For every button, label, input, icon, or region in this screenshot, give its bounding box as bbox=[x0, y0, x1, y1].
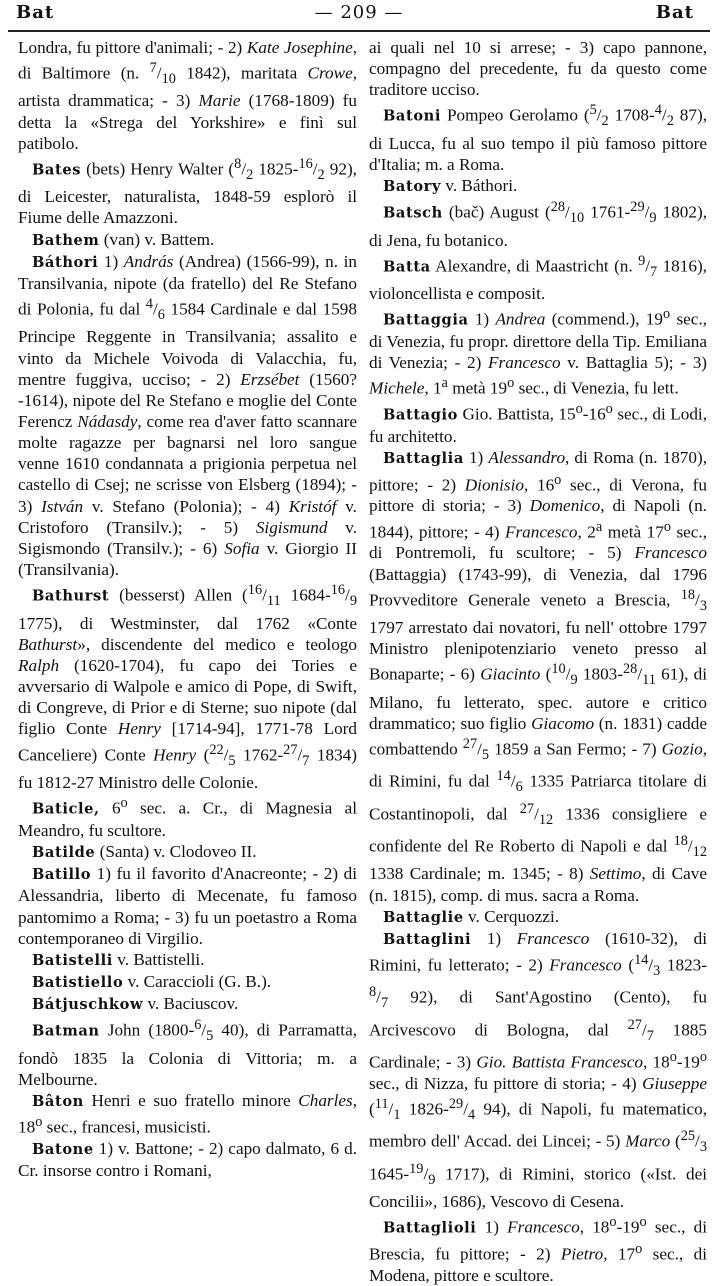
entry-headword: Batoni bbox=[383, 108, 442, 126]
running-head-left: Bat bbox=[16, 2, 55, 23]
dictionary-entry: Londra, fu pittore d'animali; - 2) Kate Josephine, di Baltimore (n. $^7/_{10}$ 1842), maritata Crowe, artista drammatica; - 3) Marie (1768-1809) fu detta la «Strega del Yorkshire» e finì sul patibolo. bbox=[18, 38, 358, 153]
page-number: — 209 — bbox=[314, 2, 404, 23]
dictionary-entry: Battagio Gio. Battista, 15$^o$-16$^o$ sec., di Lodi, fu architetto. bbox=[369, 401, 707, 447]
entry-headword: Battaglioli bbox=[383, 1219, 477, 1237]
dictionary-entry: Bathem (van) v. Battem. bbox=[32, 229, 215, 249]
dictionary-entry: Batory v. Báthori. bbox=[383, 176, 518, 196]
dictionary-entry: Bathurst (besserst) Allen ($^{16}/_{11}$ $1684-^{16}/_9$ 1775), di Westminster, dal 1762 «Conte Bathurst», discendente del medico e teologo Ralph (1620-1704), fu capo dei Tories e avversario di Walpole e amico di Pope, di Swift, di Congreve, di Prior e di Sterne; suo nipote (dal figlio Conte Henry [1714-94], 1771-78 Lord Canceliere) Conte Henry ($^{22}/_5$ $1762-^{27}/_7$ 1834) fu 1812-27 Ministro delle Colonie. bbox=[18, 582, 357, 792]
running-head-right: Bat bbox=[655, 2, 694, 23]
dictionary-entry: ai quali nel 10 si arrese; - 3) capo pannone, compagno del precedente, fu da questo come traditore ucciso. bbox=[369, 38, 707, 100]
dictionary-entry: Battaglini 1) Francesco (1610-32), di Rimini, fu letterato; - 2) Francesco ($^{14}/_3$ $1823-^8/_7$ 92), di Sant'Agostino (Cento), fu Arcivescovo di Bologna, dal $^{27}/_7$ 1885 Cardinale; - 3) Gio. Battista Francesco, 18$^o$-19$^o$ sec., di Nizza, fu pittore di storia; - 4) Giuseppe ($^{11}/_1$ $1826-^{29}/_4$ 94), di Napoli, fu matematico, membro dell' Accad. dei Lincei; - 5) Marco ($^{25}/_3$ $1645-^{19}/_9$ 1717), di Rimini, storico («Ist. dei Concilii», 1686), Vescovo di Cesena. bbox=[369, 928, 707, 1212]
dictionary-entry: Batistiello v. Caraccioli (G. B.). bbox=[32, 972, 272, 991]
entry-headword: Batillo bbox=[32, 866, 92, 884]
entry-headword: Batone bbox=[32, 1141, 94, 1158]
dictionary-entry: Bâton Henri e suo fratello minore Charles, 18$^o$ sec., francesi, musicisti. bbox=[18, 1090, 357, 1137]
entry-headword: Báthori bbox=[32, 253, 99, 271]
entry-headword: Bathem bbox=[32, 231, 100, 249]
dictionary-entry: Battaglioli 1) Francesco, 18$^o$-19$^o$ sec., di Brescia, fu pittore; - 2) Pietro, 17$^o$ sec., di Modena, pittore e scultore. bbox=[369, 1214, 707, 1285]
entry-headword: Batta bbox=[383, 258, 431, 276]
entry-headword: Bathurst bbox=[32, 588, 110, 605]
entry-headword: Batory bbox=[383, 178, 442, 196]
header-rule bbox=[8, 30, 710, 32]
dictionary-entry: Batistelli v. Battistelli. bbox=[32, 949, 205, 969]
dictionary-entry: Batillo 1) fu il favorito d'Anacreonte; - 2) di Alessandria, liberto di Mecenate, fu famoso pantomimo a Roma; - 3) fu un poetastro a Roma contemporaneo di Virgilio. bbox=[18, 864, 357, 948]
right-column bbox=[369, 37, 708, 1285]
entry-headword: Bâton bbox=[32, 1092, 84, 1110]
page-header bbox=[0, 0, 718, 34]
dictionary-entry: Battaggia 1) Andrea (commend.), 19$^o$ sec., di Venezia, fu propr. direttore della Tip. Emiliana di Venezia; - 2) Francesco v. Battaglia 5); - 3) Michele, 1$^a$ metà 19$^o$ sec., di Venezia, fu lett. bbox=[369, 306, 708, 399]
dictionary-entry: Battaglie v. Cerquozzi. bbox=[383, 906, 560, 926]
entry-headword: Battaglini bbox=[383, 930, 472, 948]
entry-headword: Battaglia bbox=[383, 450, 464, 468]
entry-headword: Batsch bbox=[383, 205, 443, 222]
dictionary-entry: Batta Alexandre, di Maastricht (n. $^9/_7$ 1816), violoncellista e composit. bbox=[369, 252, 707, 304]
dictionary-entry: Batsch (bač) August ($^{28}/_{10}$ $1761-^{29}/_9$ 1802), di Jena, fu botanico. bbox=[369, 199, 707, 250]
dictionary-entry: Bátjuschkow v. Baciuscov. bbox=[32, 994, 239, 1014]
dictionary-entry: Batoni Pompeo Gerolamo ($^5/_2$ $1708-^4/_2$ 87), di Lucca, fu al suo tempo il più famoso pittore d'Italia; m. a Roma. bbox=[369, 102, 707, 174]
dictionary-entry: Bates (bets) Henry Walter ($^8/_2$ $1825-^{16}/_2$ 92), di Leicester, naturalista, 1848-59 esplorò il Fiume delle Amazzoni. bbox=[18, 155, 357, 228]
left-column bbox=[18, 37, 358, 1181]
entry-headword: Batilde bbox=[32, 844, 96, 862]
dictionary-entry: Báthori 1) András (Andrea) (1566-99), n. in Transilvania, nipote (da fratello) del Re Stefano di Polonia, fu dal $^4/_6$ 1584 Cardinale e dal 1598 Principe Reggente in Transilvania; assalito e vinto da Michele Voivoda di Valacchia, fu, mentre fuggiva, ucciso; - 2) Erzsébet (1560?-1614), nipote del Re Stefano e moglie del Conte Ferencz Nádasdy, come rea d'aver fatto scannare molte ragazze per bagnarsi nel loro sangue venne 1610 condannata a prigionia perpetua nel castello di Csej; ne scrisse von Elsberg (1894); - 3) István v. Stefano (Polonia); - 4) Kristóf v. Cristoforo (Transilv.); - 5) Sigismund v. Sigismondo (Transilv.); - 6) Sofia v. Giorgio II (Transilvania). bbox=[18, 251, 357, 580]
entry-headword: Battaggia bbox=[383, 311, 469, 329]
entry-headword: Batman bbox=[32, 1023, 100, 1041]
entry-headword: Batistelli bbox=[32, 951, 113, 969]
entry-headword: Bates bbox=[32, 161, 82, 179]
dictionary-entry: Batone 1) v. Battone; - 2) capo dalmato, 6 d. Cr. insorse contro i Romani, bbox=[18, 1139, 357, 1181]
entry-headword: Baticle, bbox=[32, 800, 100, 818]
dictionary-entry: Baticle, 6$^o$ sec. a. Cr., di Magnesia al Meandro, fu scultore. bbox=[18, 795, 357, 840]
entry-headword: Bátjuschkow bbox=[32, 996, 144, 1014]
dictionary-entry: Battaglia 1) Alessandro, di Roma (n. 1870), pittore; - 2) Dionisio, 16$^o$ sec., di Verona, fu pittore di storia; - 3) Domenico, di Napoli (n. 1844), pittore; - 4) Francesco, 2$^a$ metà 17$^o$ sec., di Pontremoli, fu scultore; - 5) Francesco (Battaggia) (1743-99), di Venezia, dal 1796 Provveditore Generale veneto a Brescia, $^{18}/_3$ 1797 arrestato dai novatori, fu nell' ottobre 1797 Ministro plenipotenziario veneto presso al Bonaparte; - 6) Giacinto ($^{10}/_9$ $1803-^{28}/_{11}$ 61), di Milano, fu letterato, spec. autore e critico drammatico; suo figlio Giacomo (n. 1831) cadde combattendo $^{27}/_5$ 1859 a San Fermo; - 7) Gozio, di Rimini, fu dal $^{14}/_6$ 1335 Patriarca titolare di Costantinopoli, dal $^{27}/_{12}$ 1336 consigliere e confidente del Re Roberto di Napoli e dal $^{18}/_{12}$ 1338 Cardinale; m. 1345; - 8) Settimo, di Cave (n. 1815), comp. di mus. sacra a Roma. bbox=[369, 448, 708, 905]
dictionary-entry: Batilde (Santa) v. Clodoveo II. bbox=[32, 842, 257, 862]
entry-headword: Battagio bbox=[383, 407, 459, 425]
entry-headword: Battaglie bbox=[383, 908, 464, 926]
entry-headword: Batistiello bbox=[32, 974, 124, 991]
dictionary-entry: Batman John ($1800-^6/_5$ 40), di Parramatta, fondò 1835 la Colonia di Vittoria; m. a Melbourne. bbox=[18, 1017, 357, 1089]
